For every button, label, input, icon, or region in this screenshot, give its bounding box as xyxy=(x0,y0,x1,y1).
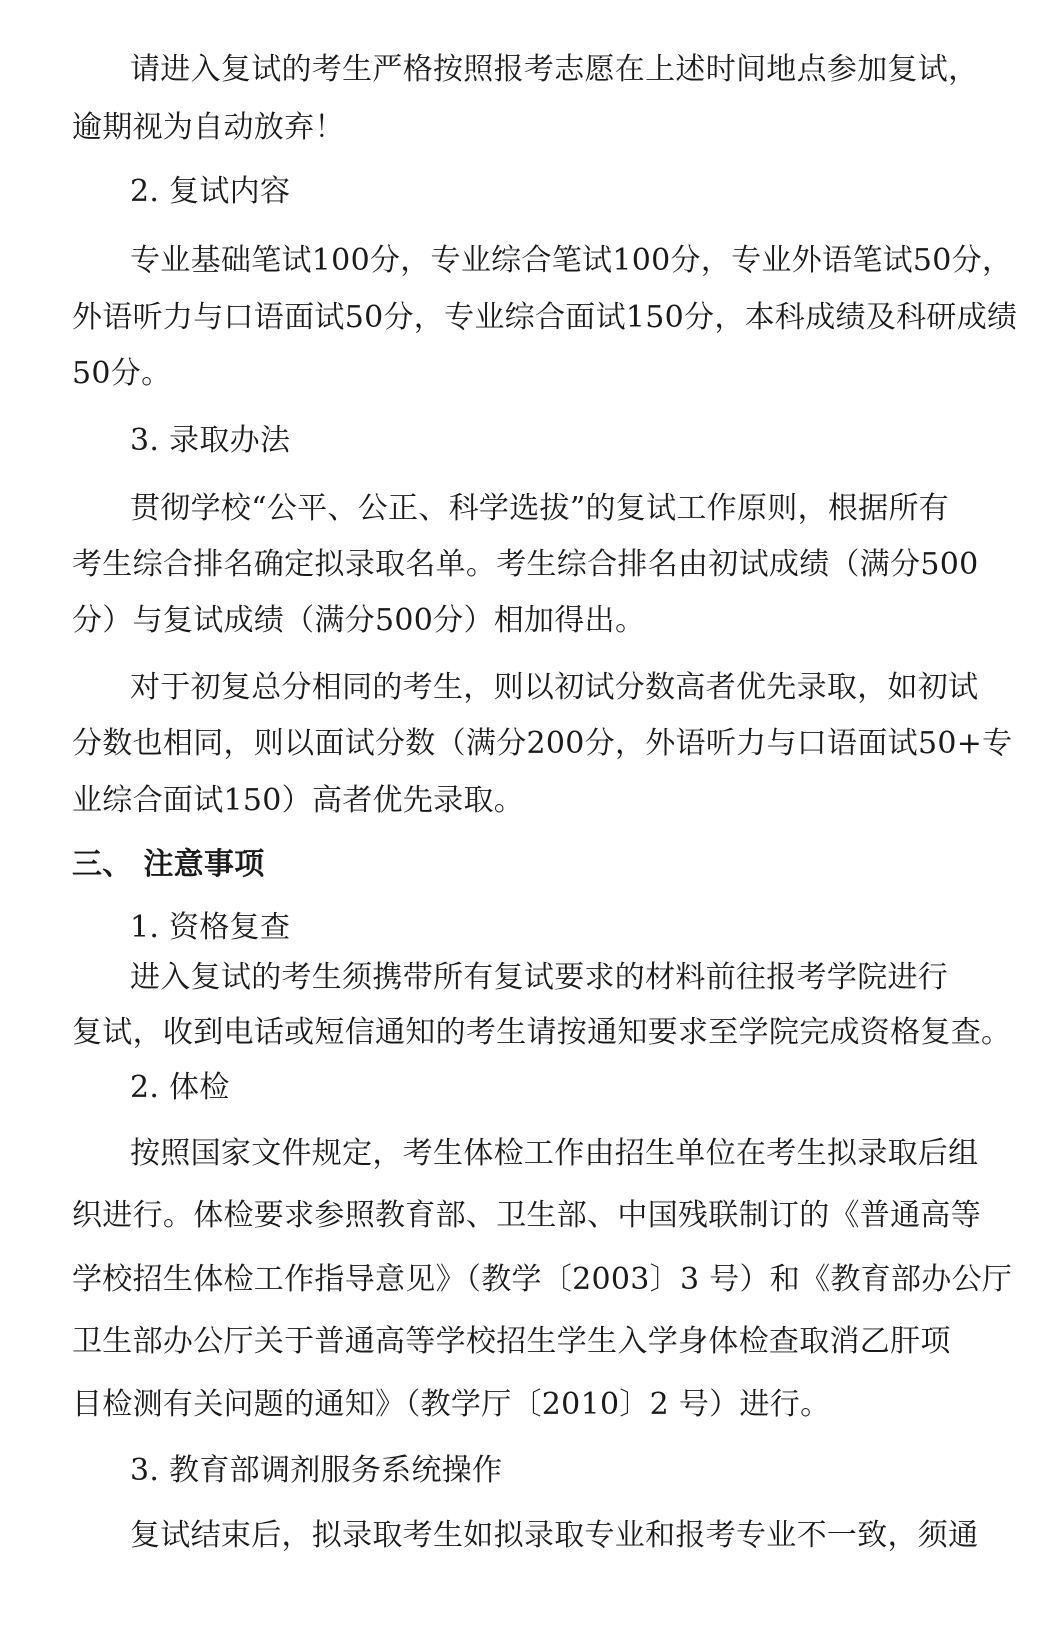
paragraph-line: 学校招生体检工作指导意见》（教学〔2003〕3 号）和《教育部办公厅 xyxy=(72,1262,1013,1297)
subheading-physical-exam: 2. 体检 xyxy=(130,1070,230,1105)
paragraph-line: 业综合面试150）高者优先录取。 xyxy=(72,783,525,818)
section-heading-admission-method: 3. 录取办法 xyxy=(130,423,291,458)
paragraph-line: 50分。 xyxy=(72,356,172,391)
paragraph-line: 进入复试的考生须携带所有复试要求的材料前往报考学院进行 xyxy=(130,960,949,995)
paragraph-line: 织进行。体检要求参照教育部、卫生部、中国残联制订的《普通高等 xyxy=(72,1198,981,1233)
paragraph-line: 分数也相同，则以面试分数（满分200分，外语听力与口语面试50+专 xyxy=(72,726,1013,761)
section-heading-retest-content: 2. 复试内容 xyxy=(130,174,291,209)
paragraph-line: 复试，收到电话或短信通知的考生请按通知要求至学院完成资格复查。 xyxy=(72,1015,1012,1050)
paragraph-line: 分）与复试成绩（满分500分）相加得出。 xyxy=(72,603,646,638)
paragraph-line: 专业基础笔试100分，专业综合笔试100分，专业外语笔试50分， xyxy=(130,243,1013,278)
paragraph-line: 贯彻学校“公平、公正、科学选拔”的复试工作原则，根据所有 xyxy=(130,491,950,526)
subheading-adjustment-system: 3. 教育部调剂服务系统操作 xyxy=(130,1453,503,1488)
paragraph-line: 请进入复试的考生严格按照报考志愿在上述时间地点参加复试， xyxy=(130,52,979,87)
paragraph-line: 逾期视为自动放弃！ xyxy=(72,110,345,145)
subheading-qualification-review: 1. 资格复查 xyxy=(130,910,291,945)
paragraph-line: 按照国家文件规定，考生体检工作由招生单位在考生拟录取后组 xyxy=(130,1136,979,1171)
paragraph-line: 卫生部办公厅关于普通高等学校招生学生入学身体检查取消乙肝项 xyxy=(72,1324,951,1359)
paragraph-line: 对于初复总分相同的考生，则以初试分数高者优先录取，如初试 xyxy=(130,670,979,705)
paragraph-line: 复试结束后，拟录取考生如拟录取专业和报考专业不一致，须通 xyxy=(130,1518,979,1553)
paragraph-line: 考生综合排名确定拟录取名单。考生综合排名由初试成绩（满分500 xyxy=(72,547,979,582)
paragraph-line: 外语听力与口语面试50分，专业综合面试150分，本科成绩及科研成绩 xyxy=(72,300,1018,335)
section-heading-notes: 三、 注意事项 xyxy=(72,847,265,882)
paragraph-line: 目检测有关问题的通知》（教学厅〔2010〕2 号）进行。 xyxy=(72,1387,831,1422)
